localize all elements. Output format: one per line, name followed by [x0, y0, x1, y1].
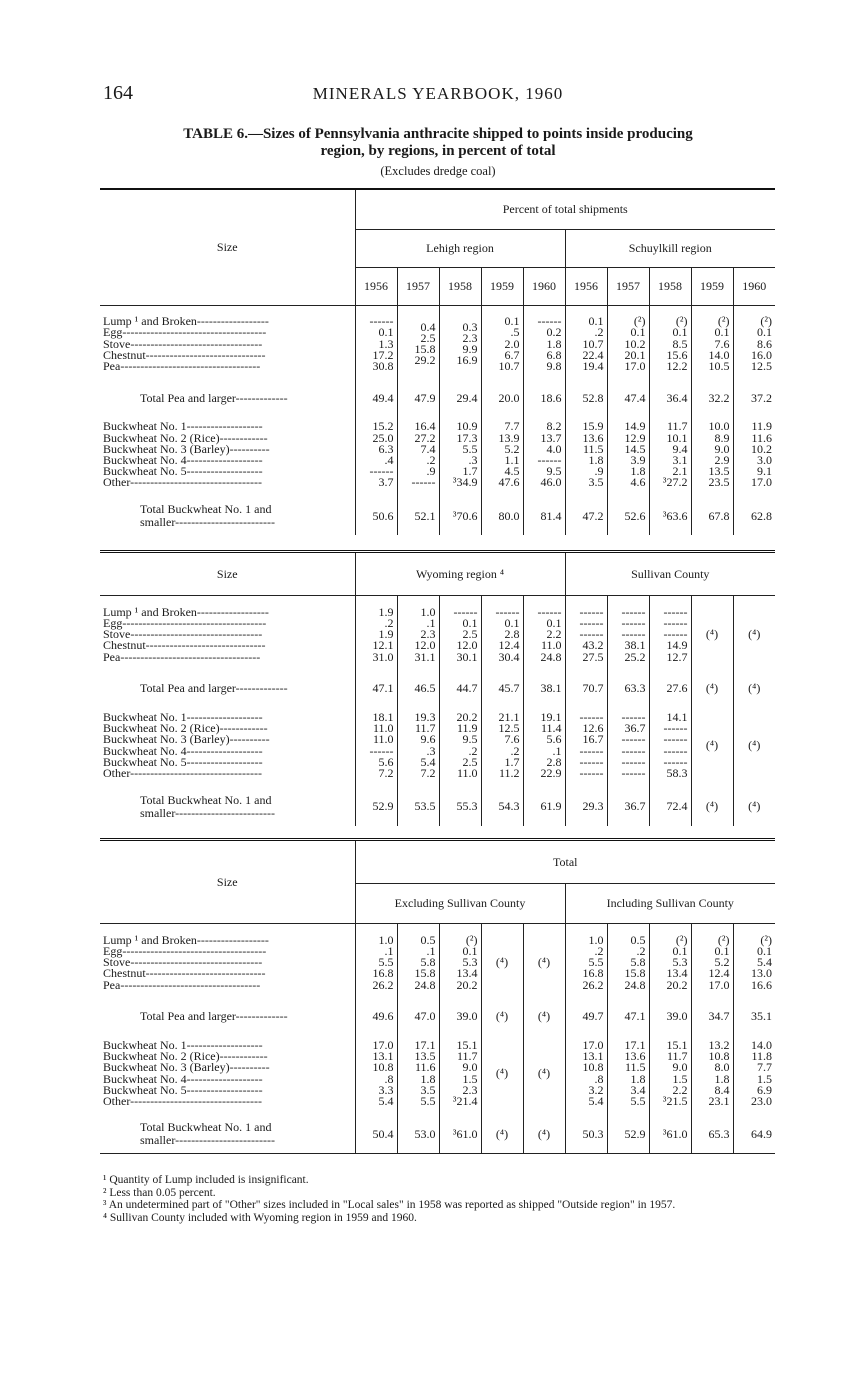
total-cell: ³61.0: [439, 1116, 481, 1154]
total-cell: 53.5: [397, 788, 439, 826]
cell-values: 14.0 11.8 7.7 1.5 6.9 23.0: [733, 1032, 775, 1116]
including-sullivan-header: Including Sullivan County: [565, 884, 775, 924]
total-cell: 29.3: [565, 788, 607, 826]
row-labels-buckwheat: Buckwheat No. 1------------------- Buckwheat No. 2 (Rice)------------ Buckwheat No. 3 (Barley)---------- Buckwheat No. 4------------------- Buckwheat No. 5------------------- Other---------------------------------: [103, 1037, 270, 1108]
cell-values: (⁴): [733, 596, 775, 674]
cell-values: (²) 0.1 10.2 20.1 17.0: [607, 305, 649, 383]
cell-values: 1.0 .1 5.5 16.8 26.2: [355, 924, 397, 1002]
total-cell: 49.6: [355, 1002, 397, 1032]
table-title-line-1: TABLE 6.—Sizes of Pennsylvania anthracite shipped to points inside producing: [183, 126, 693, 142]
row-labels-buckwheat: Buckwheat No. 1------------------- Buckwheat No. 2 (Rice)------------ Buckwheat No. 3 (Barley)---------- Buckwheat No. 4------------------- Buckwheat No. 5------------------- Other---------------------------------: [103, 709, 270, 780]
cell-values: 0.3 2.3 9.9 16.9: [439, 305, 481, 383]
cell-values: (⁴): [481, 924, 523, 1002]
cell-values: (⁴): [523, 924, 565, 1002]
total-cell: 47.0: [397, 1002, 439, 1032]
cell-values: 1.0 .1 2.3 12.0 31.1: [397, 596, 439, 674]
cell-values: (⁴): [691, 596, 733, 674]
section-lehigh-schuylkill: [100, 188, 775, 535]
cell-values: 1.0 .2 5.5 16.8 26.2: [565, 924, 607, 1002]
total-cell: 47.1: [607, 1002, 649, 1032]
year-header: 1957: [397, 267, 439, 305]
cell-values: (⁴): [523, 1032, 565, 1116]
total-cell: (⁴): [481, 1002, 523, 1032]
total-cell: 80.0: [481, 497, 523, 535]
cell-values: 15.9 13.6 11.5 1.8 .9 3.5: [565, 413, 607, 497]
total-cell: 45.7: [481, 674, 523, 704]
cell-values: ------ 0.1 2.2 11.0 24.8: [523, 596, 565, 674]
cell-values: 0.5 .1 5.8 15.8 24.8: [397, 924, 439, 1002]
total-cell: 47.1: [355, 674, 397, 704]
total-cell: 61.9: [523, 788, 565, 826]
total-cell: 47.9: [397, 383, 439, 413]
total-cell: (⁴): [691, 674, 733, 704]
cell-values: (⁴): [733, 704, 775, 788]
row-labels-large-sizes: Lump ¹ and Broken------------------ Egg------------------------------------ Stove--------------------------------- Chestnut------------------------------ Pea-----------------------------------: [103, 314, 269, 374]
cell-values: 14.1 ------ ------ ------ ------ 58.3: [649, 704, 691, 788]
page-number: 164: [103, 82, 133, 104]
total-cell: 81.4: [523, 497, 565, 535]
cell-values: 0.1 .2 10.7 22.4 19.4: [565, 305, 607, 383]
cell-values: (²) 0.1 8.6 16.0 12.5: [733, 305, 775, 383]
total-cell: (⁴): [523, 1002, 565, 1032]
wyoming-header: Wyoming region ⁴: [355, 552, 565, 596]
row-label-total-pea: Total Pea and larger-------------: [140, 681, 288, 695]
section-wyoming-sullivan: [100, 550, 775, 826]
cell-values: 18.1 11.0 11.0 ------ 5.6 7.2: [355, 704, 397, 788]
cell-values: ------ ------ ------ 38.1 25.2: [607, 596, 649, 674]
lehigh-header: Lehigh region: [355, 229, 565, 267]
total-cell: (⁴): [523, 1116, 565, 1154]
cell-values: (²) 0.1 5.3 13.4 20.2: [649, 924, 691, 1002]
cell-values: 19.1 11.4 5.6 .1 2.8 22.9: [523, 704, 565, 788]
footnote: ⁴ Sullivan County included with Wyoming region in 1959 and 1960.: [103, 1211, 417, 1224]
year-header: 1958: [439, 267, 481, 305]
total-cell: 20.0: [481, 383, 523, 413]
cell-values: 13.2 10.8 8.0 1.8 8.4 23.1: [691, 1032, 733, 1116]
table-section-3: [100, 838, 775, 1154]
row-label-total-buckwheat: Total Buckwheat No. 1 and smaller-------------------------: [140, 792, 275, 820]
year-header: 1960: [523, 267, 565, 305]
cell-values: 11.9 11.6 10.2 3.0 9.1 17.0: [733, 413, 775, 497]
total-cell: 52.9: [607, 1116, 649, 1154]
cell-values: (²) 0.1 7.6 14.0 10.5: [691, 305, 733, 383]
excluding-sullivan-header: Excluding Sullivan County: [355, 884, 565, 924]
year-header: 1959: [481, 267, 523, 305]
row-label-total-buckwheat: Total Buckwheat No. 1 and smaller-------------------------: [140, 1120, 275, 1148]
cell-values: ------ 0.1 2.8 12.4 30.4: [481, 596, 523, 674]
total-cell: 32.2: [691, 383, 733, 413]
table-section-1: [100, 188, 775, 535]
cell-values: ------ 36.7 ------ ------ ------ ------: [607, 704, 649, 788]
cell-values: 17.0 13.1 10.8 .8 3.3 5.4: [355, 1032, 397, 1116]
sullivan-header: Sullivan County: [565, 552, 775, 596]
row-labels-large-sizes: Lump ¹ and Broken------------------ Egg------------------------------------ Stove--------------------------------- Chestnut------------------------------ Pea-----------------------------------: [103, 932, 269, 992]
cell-values: 20.2 11.9 9.5 .2 2.5 11.0: [439, 704, 481, 788]
total-cell: 36.7: [607, 788, 649, 826]
row-label-total-pea: Total Pea and larger-------------: [140, 390, 288, 405]
cell-values: 1.9 .2 1.9 12.1 31.0: [355, 596, 397, 674]
cell-values: 17.0 13.1 10.8 .8 3.2 5.4: [565, 1032, 607, 1116]
total-cell: 36.4: [649, 383, 691, 413]
cell-values: 8.2 13.7 4.0 ------ 9.5 46.0: [523, 413, 565, 497]
cell-values: (⁴): [691, 704, 733, 788]
year-header: 1957: [607, 267, 649, 305]
table-title-line-2: region, by regions, in percent of total: [320, 143, 556, 159]
total-cell: 55.3: [439, 788, 481, 826]
running-title: MINERALS YEARBOOK, 1960: [312, 84, 564, 103]
year-header: 1956: [565, 267, 607, 305]
total-cell: 29.4: [439, 383, 481, 413]
cell-values: (²) 0.1 5.3 13.4 20.2: [439, 924, 481, 1002]
total-cell: 38.1: [523, 674, 565, 704]
total-cell: 39.0: [439, 1002, 481, 1032]
row-labels-large-sizes: Lump ¹ and Broken------------------ Egg------------------------------------ Stove--------------------------------- Chestnut------------------------------ Pea-----------------------------------: [103, 604, 269, 664]
footnote: ¹ Quantity of Lump included is insignificant.: [103, 1174, 309, 1186]
year-header: 1959: [691, 267, 733, 305]
total-cell: 46.5: [397, 674, 439, 704]
total-cell: 34.7: [691, 1002, 733, 1032]
total-cell: 62.8: [733, 497, 775, 535]
total-cell: 67.8: [691, 497, 733, 535]
footnote: ³ An undetermined part of "Other" sizes included in "Local sales" in 1958 was reported as shipped "Outside region" in 1957.: [103, 1199, 676, 1211]
total-cell: 50.4: [355, 1116, 397, 1154]
total-cell: 50.3: [565, 1116, 607, 1154]
total-cell: (⁴): [733, 788, 775, 826]
cell-values: 17.1 13.5 11.6 1.8 3.5 5.5: [397, 1032, 439, 1116]
cell-values: 15.1 11.7 9.0 1.5 2.3 ³21.4: [439, 1032, 481, 1116]
cell-values: 19.3 11.7 9.6 .3 5.4 7.2: [397, 704, 439, 788]
year-header: 1958: [649, 267, 691, 305]
cell-values: (²) 0.1 5.4 13.0 16.6: [733, 924, 775, 1002]
total-cell: 52.8: [565, 383, 607, 413]
section-totals: [100, 838, 775, 1154]
total-cell: 70.7: [565, 674, 607, 704]
total-cell: 47.4: [607, 383, 649, 413]
total-cell: 52.1: [397, 497, 439, 535]
cell-values: (⁴): [481, 1032, 523, 1116]
total-cell: 64.9: [733, 1116, 775, 1154]
total-cell: 52.6: [607, 497, 649, 535]
total-cell: 49.7: [565, 1002, 607, 1032]
cell-values: 16.4 27.2 7.4 .2 .9 ------: [397, 413, 439, 497]
cell-values: ------ ------ ------ 43.2 27.5: [565, 596, 607, 674]
size-header: Size: [100, 552, 355, 596]
row-label-total-buckwheat: Total Buckwheat No. 1 and smaller-------------------------: [140, 502, 275, 529]
total-cell: 49.4: [355, 383, 397, 413]
total-cell: 27.6: [649, 674, 691, 704]
cell-values: 0.5 .2 5.8 15.8 24.8: [607, 924, 649, 1002]
total-cell: 35.1: [733, 1002, 775, 1032]
page-header: [103, 82, 773, 112]
cell-values: 10.9 17.3 5.5 .3 1.7 ³34.9: [439, 413, 481, 497]
year-header: 1960: [733, 267, 775, 305]
total-cell: (⁴): [481, 1116, 523, 1154]
cell-values: ------ 0.1 2.5 12.0 30.1: [439, 596, 481, 674]
total-cell: 63.3: [607, 674, 649, 704]
cell-values: 21.1 12.5 7.6 .2 1.7 11.2: [481, 704, 523, 788]
footnotes: [103, 1174, 773, 1224]
cell-values: 11.7 10.1 9.4 3.1 2.1 ³27.2: [649, 413, 691, 497]
table-subtitle: (Excludes dredge coal): [380, 164, 496, 178]
cell-values: ------ ------ ------ 14.9 12.7: [649, 596, 691, 674]
total-header: Total: [355, 840, 775, 884]
total-cell: 53.0: [397, 1116, 439, 1154]
total-cell: ³61.0: [649, 1116, 691, 1154]
total-cell: 50.6: [355, 497, 397, 535]
cell-values: 0.1 .5 2.0 6.7 10.7: [481, 305, 523, 383]
size-header: Size: [100, 189, 355, 305]
cell-values: 14.9 12.9 14.5 3.9 1.8 4.6: [607, 413, 649, 497]
cell-values: ------ 0.1 1.3 17.2 30.8: [355, 305, 397, 383]
total-cell: 37.2: [733, 383, 775, 413]
cell-values: ------ 12.6 16.7 ------ ------ ------: [565, 704, 607, 788]
row-label-total-pea: Total Pea and larger-------------: [140, 1009, 288, 1023]
year-header: 1956: [355, 267, 397, 305]
cell-values: 15.1 11.7 9.0 1.5 2.2 ³21.5: [649, 1032, 691, 1116]
total-cell: 72.4: [649, 788, 691, 826]
cell-values: 10.0 8.9 9.0 2.9 13.5 23.5: [691, 413, 733, 497]
cell-values: 7.7 13.9 5.2 1.1 4.5 47.6: [481, 413, 523, 497]
total-cell: (⁴): [733, 674, 775, 704]
total-cell: 39.0: [649, 1002, 691, 1032]
total-cell: 54.3: [481, 788, 523, 826]
cell-values: 17.1 13.6 11.5 1.8 3.4 5.5: [607, 1032, 649, 1116]
size-header: Size: [100, 840, 355, 924]
total-cell: (⁴): [691, 788, 733, 826]
total-cell: 65.3: [691, 1116, 733, 1154]
table-section-2: [100, 550, 775, 826]
schuylkill-header: Schuylkill region: [565, 229, 775, 267]
cell-values: (²) 0.1 5.2 12.4 17.0: [691, 924, 733, 1002]
total-cell: 18.6: [523, 383, 565, 413]
total-cell: ³70.6: [439, 497, 481, 535]
total-cell: ³63.6: [649, 497, 691, 535]
footnote: ² Less than 0.05 percent.: [103, 1186, 216, 1199]
cell-values: 15.2 25.0 6.3 .4 ------ 3.7: [355, 413, 397, 497]
cell-values: 0.4 2.5 15.8 29.2: [397, 305, 439, 383]
percent-header: Percent of total shipments: [355, 189, 775, 229]
total-cell: 44.7: [439, 674, 481, 704]
row-labels-buckwheat: Buckwheat No. 1------------------- Buckwheat No. 2 (Rice)------------ Buckwheat No. 3 (Barley)---------- Buckwheat No. 4------------------- Buckwheat No. 5------------------- Other---------------------------------: [103, 419, 270, 490]
cell-values: ------ 0.2 1.8 6.8 9.8: [523, 305, 565, 383]
total-cell: 52.9: [355, 788, 397, 826]
cell-values: (²) 0.1 8.5 15.6 12.2: [649, 305, 691, 383]
total-cell: 47.2: [565, 497, 607, 535]
table-title: [103, 126, 773, 160]
